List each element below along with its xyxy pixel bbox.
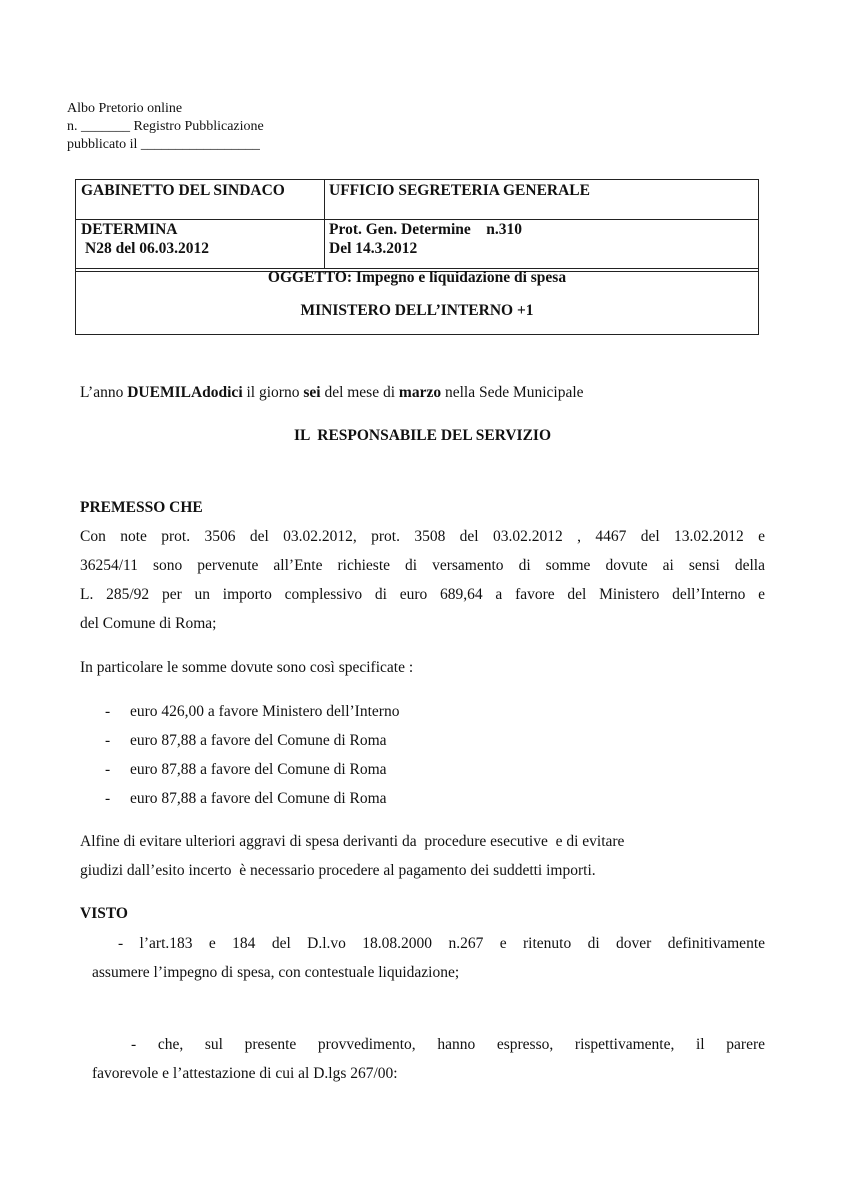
alfine-line-2: giudizi dall’esito incerto è necessario procedere al pagamento dei suddetti importi. bbox=[80, 862, 596, 879]
day-text: sei bbox=[303, 384, 321, 401]
ufficio-cell: UFFICIO SEGRETERIA GENERALE bbox=[329, 182, 590, 199]
albo-pretorio-block bbox=[67, 100, 264, 154]
determina-label: DETERMINA bbox=[81, 221, 178, 238]
document-page: Albo Pretorio online n. _______ Registro Pubblicazione pubblicato il _________________ GABINETTO DEL SINDACO UFFICIO SEGRETERIA GENERALE DETERMINA N28 del 06.03.2012 Prot. Gen. Determine n.310 Del 14.3.2012 OGGETTO: Impegno e liquidazione di spesa MINISTERO DELL’INTERNO +1 L’anno DUEMILAdodici il giorno sei del mese di marzo nella Sede Municipale IL RESPONSABILE DEL SERVIZIO PREMESSO CHE Con note prot. 3506 del 03.02.2012, prot. 3508 del 03.02.2012 , 4467 del 13.02.2012 e 36254/11 sono pervenute all’Ente richieste di versamento di somme dovute ai sensi della L. 285/92 per un importo complessivo di euro 689,64 a favore del Ministero dell’Interno e del Comune di Roma; In particolare le somme dovute sono così specificate : - euro 426,00 a favore Ministero dell’Interno - euro 87,88 a favore del Comune di Roma - euro 87,88 a favore del Comune di Roma - euro 87,88 a favore del Comune di Roma Alfine di evitare ulteriori aggravi di spesa derivanti da procedure esecutive e di evitare giudizi dall’esito incerto è necessario procedere al pagamento dei suddetti importi. VISTO - l’art.183 e 184 del D.l.vo 18.08.2000 n.267 e ritenuto di dover definitivamente assumere l’impegno di spesa, con contestuale liquidazione; - che, sul presente provvedimento, hanno espresso, rispettivamente, il parere favorevole e l’attestazione di cui al D.lgs 267/00: bbox=[0, 0, 845, 1196]
premesso-line-1: Con note prot. 3506 del 03.02.2012, prot. 3508 del 03.02.2012 , 4467 del 13.02.2012 e bbox=[80, 528, 765, 545]
visto-b-line-1: - che, sul presente provvedimento, hanno espresso, rispettivamente, il parere bbox=[131, 1036, 765, 1053]
visto-b-line-2: favorevole e l’attestazione di cui al D.lgs 267/00: bbox=[92, 1065, 398, 1082]
albo-title: Albo Pretorio online bbox=[67, 101, 183, 116]
ministero-line: MINISTERO DELL’INTERNO +1 bbox=[300, 302, 534, 319]
determina-number: N28 del 06.03.2012 bbox=[85, 240, 209, 257]
premesso-heading: PREMESSO CHE bbox=[80, 499, 203, 516]
prot-gen-label: Prot. Gen. Determine n.310 bbox=[329, 221, 522, 238]
month-text: marzo bbox=[398, 384, 442, 401]
oggetto-line: OGGETTO: Impegno e liquidazione di spesa bbox=[267, 269, 567, 286]
header-table bbox=[75, 179, 759, 335]
responsabile-heading: IL RESPONSABILE DEL SERVIZIO bbox=[293, 427, 552, 444]
registro-pubblicazione: n. _______ Registro Pubblicazione bbox=[67, 119, 264, 134]
intro-paragraph: L’anno DUEMILAdodici il giorno sei del mese di marzo nella Sede Municipale bbox=[80, 384, 584, 401]
premesso-line-4: del Comune di Roma; bbox=[80, 615, 217, 632]
visto-heading: VISTO bbox=[80, 905, 128, 922]
year-text: DUEMILAdodici bbox=[127, 384, 243, 401]
visto-a-line-1: - l’art.183 e 184 del D.l.vo 18.08.2000 n.267 e ritenuto di dover definitivamente bbox=[118, 935, 765, 952]
prot-gen-date: Del 14.3.2012 bbox=[329, 240, 418, 257]
particolare-paragraph: In particolare le somme dovute sono così specificate : bbox=[80, 659, 414, 676]
alfine-line-1: Alfine di evitare ulteriori aggravi di spesa derivanti da procedure esecutive e di evitare bbox=[80, 833, 625, 850]
premesso-line-2: 36254/11 sono pervenute all’Ente richieste di versamento di somme dovute ai sensi della bbox=[80, 557, 765, 574]
gabinetto-cell: GABINETTO DEL SINDACO bbox=[81, 182, 285, 199]
pubblicato-il: pubblicato il _________________ bbox=[67, 137, 260, 152]
visto-a-line-2: assumere l’impegno di spesa, con contestuale liquidazione; bbox=[92, 964, 460, 981]
premesso-line-3: L. 285/92 per un importo complessivo di euro 689,64 a favore del Ministero dell’Interno e bbox=[80, 586, 765, 603]
